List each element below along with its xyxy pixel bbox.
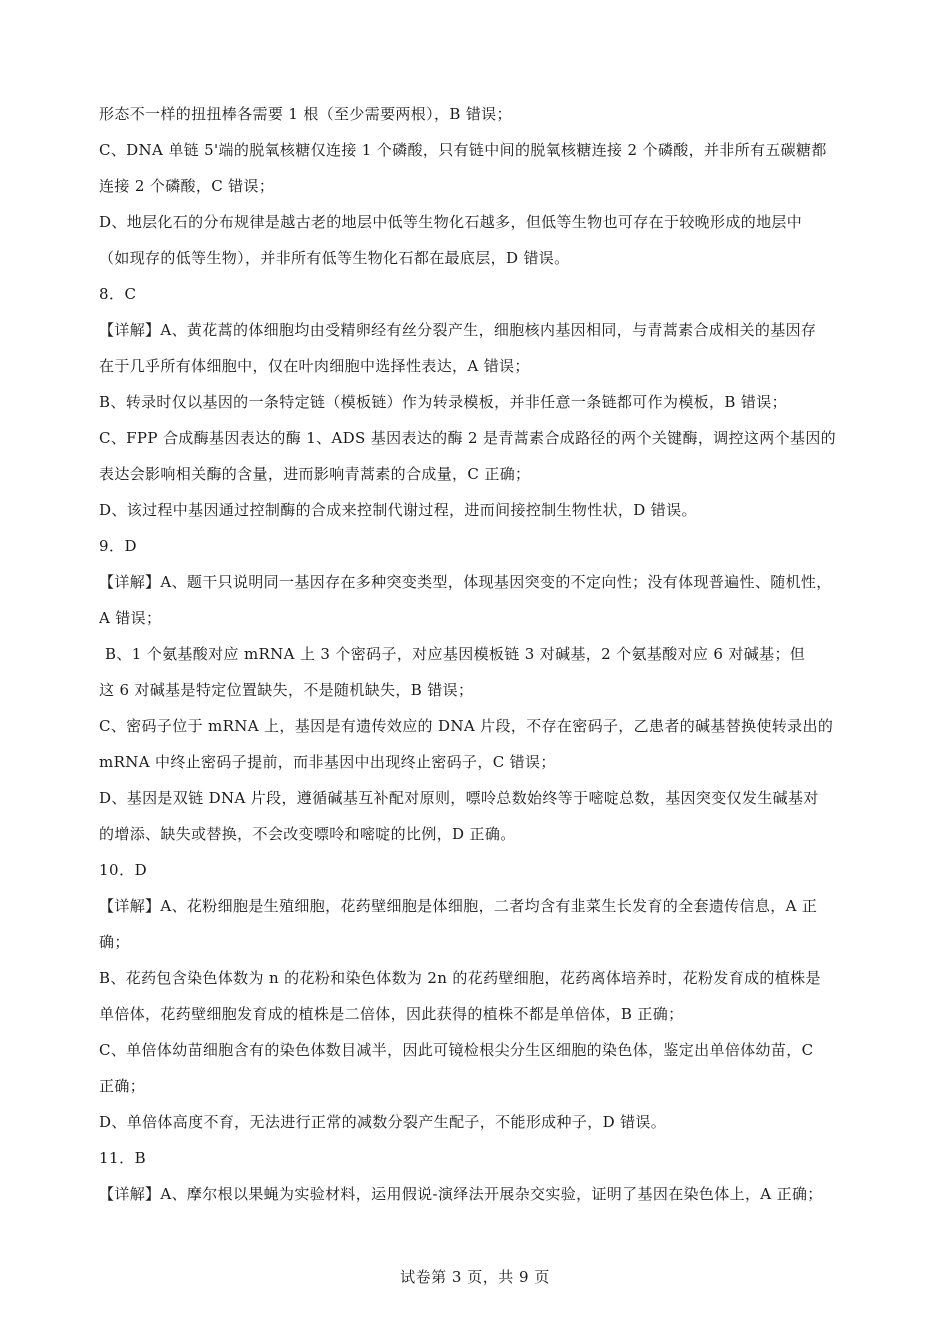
text-line: B、花药包含染色体数为 n 的花粉和染色体数为 2n 的花药壁细胞，花药离体培养时，花粉发育成的植株是 bbox=[99, 969, 821, 987]
question-number: 10．D bbox=[99, 861, 148, 879]
page-footer: 试卷第 3 页，共 9 页 bbox=[400, 1268, 550, 1286]
text-line: 【详解】A、题干只说明同一基因存在多种突变类型，体现基因突变的不定向性；没有体现普遍性、随机性， bbox=[99, 573, 832, 591]
text-line: 形态不一样的扭扭棒各需要 1 根（至少需要两根），B 错误； bbox=[99, 105, 512, 123]
text-line: 【详解】A、黄花蒿的体细胞均由受精卵经有丝分裂产生，细胞核内基因相同，与青蒿素合成相关的基因存 bbox=[99, 321, 817, 339]
text-line: 正确； bbox=[99, 1077, 146, 1095]
text-line: （如现存的低等生物），并非所有低等生物化石都在最底层，D 错误。 bbox=[99, 249, 570, 267]
text-line: 【详解】A、摩尔根以果蝇为实验材料，运用假说-演绎法开展杂交实验，证明了基因在染色体上，A 正确； bbox=[99, 1185, 823, 1203]
text-line: A 错误； bbox=[99, 609, 162, 627]
text-line: 的增添、缺失或替换，不会改变嘌呤和嘧啶的比例，D 正确。 bbox=[99, 825, 516, 843]
text-line: mRNA 中终止密码子提前，而非基因中出现终止密码子，C 错误； bbox=[99, 753, 556, 771]
answer-explanations bbox=[99, 96, 851, 1212]
text-line: 确； bbox=[99, 933, 130, 951]
text-line: C、单倍体幼苗细胞含有的染色体数目减半，因此可镜检根尖分生区细胞的染色体，鉴定出单倍体幼苗，C bbox=[99, 1041, 814, 1059]
text-line: 表达会影响相关酶的含量，进而影响青蒿素的合成量，C 正确； bbox=[99, 465, 531, 483]
text-line: D、基因是双链 DNA 片段，遵循碱基互补配对原则，嘌呤总数始终等于嘧啶总数，基因突变仅发生碱基对 bbox=[99, 789, 819, 807]
question-number: 8．C bbox=[99, 285, 137, 303]
text-line: D、该过程中基因通过控制酶的合成来控制代谢过程，进而间接控制生物性状，D 错误。 bbox=[99, 501, 697, 519]
text-line: D、地层化石的分布规律是越古老的地层中低等生物化石越多，但低等生物也可存在于较晚形成的地层中 bbox=[99, 213, 803, 231]
text-line: B、1 个氨基酸对应 mRNA 上 3 个密码子，对应基因模板链 3 对碱基，2 个氨基酸对应 6 对碱基；但 bbox=[105, 645, 806, 663]
text-line: C、密码子位于 mRNA 上，基因是有遗传效应的 DNA 片段，不存在密码子，乙患者的碱基替换使转录出的 bbox=[99, 717, 834, 735]
text-line: D、单倍体高度不育，无法进行正常的减数分裂产生配子，不能形成种子，D 错误。 bbox=[99, 1113, 667, 1131]
text-line: 连接 2 个磷酸，C 错误； bbox=[99, 177, 275, 195]
text-line: 单倍体，花药壁细胞发育成的植株是二倍体，因此获得的植株不都是单倍体，B 正确； bbox=[99, 1005, 684, 1023]
text-line: C、FPP 合成酶基因表达的酶 1、ADS 基因表达的酶 2 是青蒿素合成路径的两个关键酶，调控这两个基因的 bbox=[99, 429, 837, 447]
question-number: 11．B bbox=[99, 1149, 147, 1167]
text-line: C、DNA 单链 5'端的脱氧核糖仅连接 1 个磷酸，只有链中间的脱氧核糖连接 2 个磷酸，并非所有五碳糖都 bbox=[99, 141, 827, 159]
text-line: 在于几乎所有体细胞中，仅在叶肉细胞中选择性表达，A 错误； bbox=[99, 357, 530, 375]
text-line: 【详解】A、花粉细胞是生殖细胞，花药壁细胞是体细胞，二者均含有韭菜生长发育的全套遗传信息，A 正 bbox=[99, 897, 818, 915]
question-number: 9．D bbox=[99, 537, 138, 555]
text-line: 这 6 对碱基是特定位置缺失，不是随机缺失，B 错误； bbox=[99, 681, 474, 699]
text-line: B、转录时仅以基因的一条特定链（模板链）作为转录模板，并非任意一条链都可作为模板，B 错误； bbox=[99, 393, 787, 411]
